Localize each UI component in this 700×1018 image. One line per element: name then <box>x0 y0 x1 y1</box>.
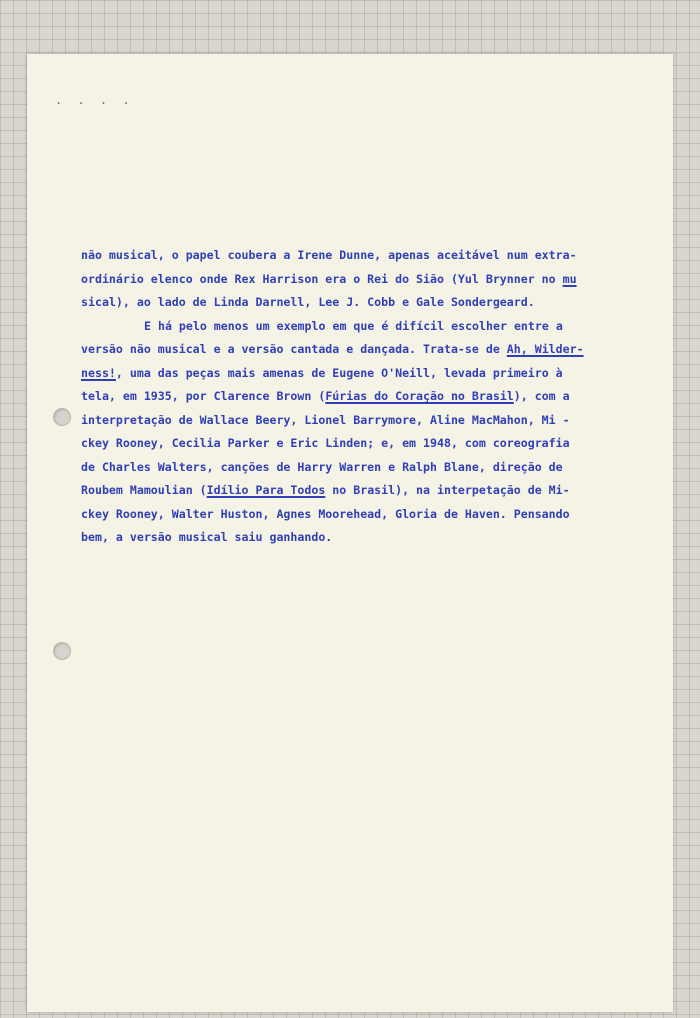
underlined-title: mu <box>562 271 577 286</box>
text-line <box>81 268 641 292</box>
text-segment: bem, a versão musical saiu ganhando. <box>81 530 333 544</box>
text-segment: ), com a <box>513 389 570 403</box>
body-text <box>81 244 641 550</box>
underlined-title: Idílio Para Todos <box>206 483 326 497</box>
page-header-marks: . . . . <box>55 93 134 107</box>
text-segment: sical), ao lado de Linda Darnell, Lee J. Cobb e Gale Sondergeard. <box>81 295 535 309</box>
underlined-title: ness! <box>81 365 116 380</box>
text-line <box>81 456 641 480</box>
text-segment: , uma das peças mais amenas de Eugene O'Neill, levada primeiro à <box>115 365 563 380</box>
underlined-title: Fúrias do Coração no Brasil <box>325 389 514 403</box>
punch-hole <box>53 408 71 426</box>
text-segment: de Charles Walters, canções de Harry Warren e Ralph Blane, direção de <box>81 459 563 474</box>
typewritten-page <box>27 54 673 1012</box>
text-line <box>81 526 641 550</box>
text-line <box>81 362 641 386</box>
text-segment: E há pelo menos um exemplo em que é difícil escolher entre a <box>144 318 563 333</box>
text-line <box>81 503 641 527</box>
underlined-title: Ah, Wilder- <box>506 342 584 356</box>
text-line <box>81 409 641 433</box>
text-segment: ckey Rooney, Cecilia Parker e Eric Linden; e, em 1948, com coreografia <box>81 436 570 450</box>
text-line <box>81 385 641 409</box>
text-line <box>81 244 641 268</box>
text-segment: tela, em 1935, por Clarence Brown ( <box>81 389 326 403</box>
text-segment: ordinário elenco onde Rex Harrison era o Rei do Sião (Yul Brynner no <box>81 271 563 286</box>
text-segment: ckey Rooney, Walter Huston, Agnes Moorehead, Gloria de Haven. Pensando <box>81 506 570 521</box>
text-line <box>81 315 641 339</box>
text-segment: não musical, o papel coubera a Irene Dunne, apenas aceitável num extra- <box>81 248 577 262</box>
text-segment: interpretação de Wallace Beery, Lionel Barrymore, Aline MacMahon, Mi - <box>81 412 570 427</box>
text-segment: versão não musical e a versão cantada e dançada. Trata-se de <box>81 342 507 356</box>
text-segment: no Brasil), na interpetação de Mi- <box>325 483 570 497</box>
text-segment: Roubem Mamoulian ( <box>81 483 207 497</box>
punch-hole <box>53 642 71 660</box>
text-line <box>81 479 641 503</box>
text-line <box>81 291 641 315</box>
text-line <box>81 432 641 456</box>
text-line <box>81 338 641 362</box>
